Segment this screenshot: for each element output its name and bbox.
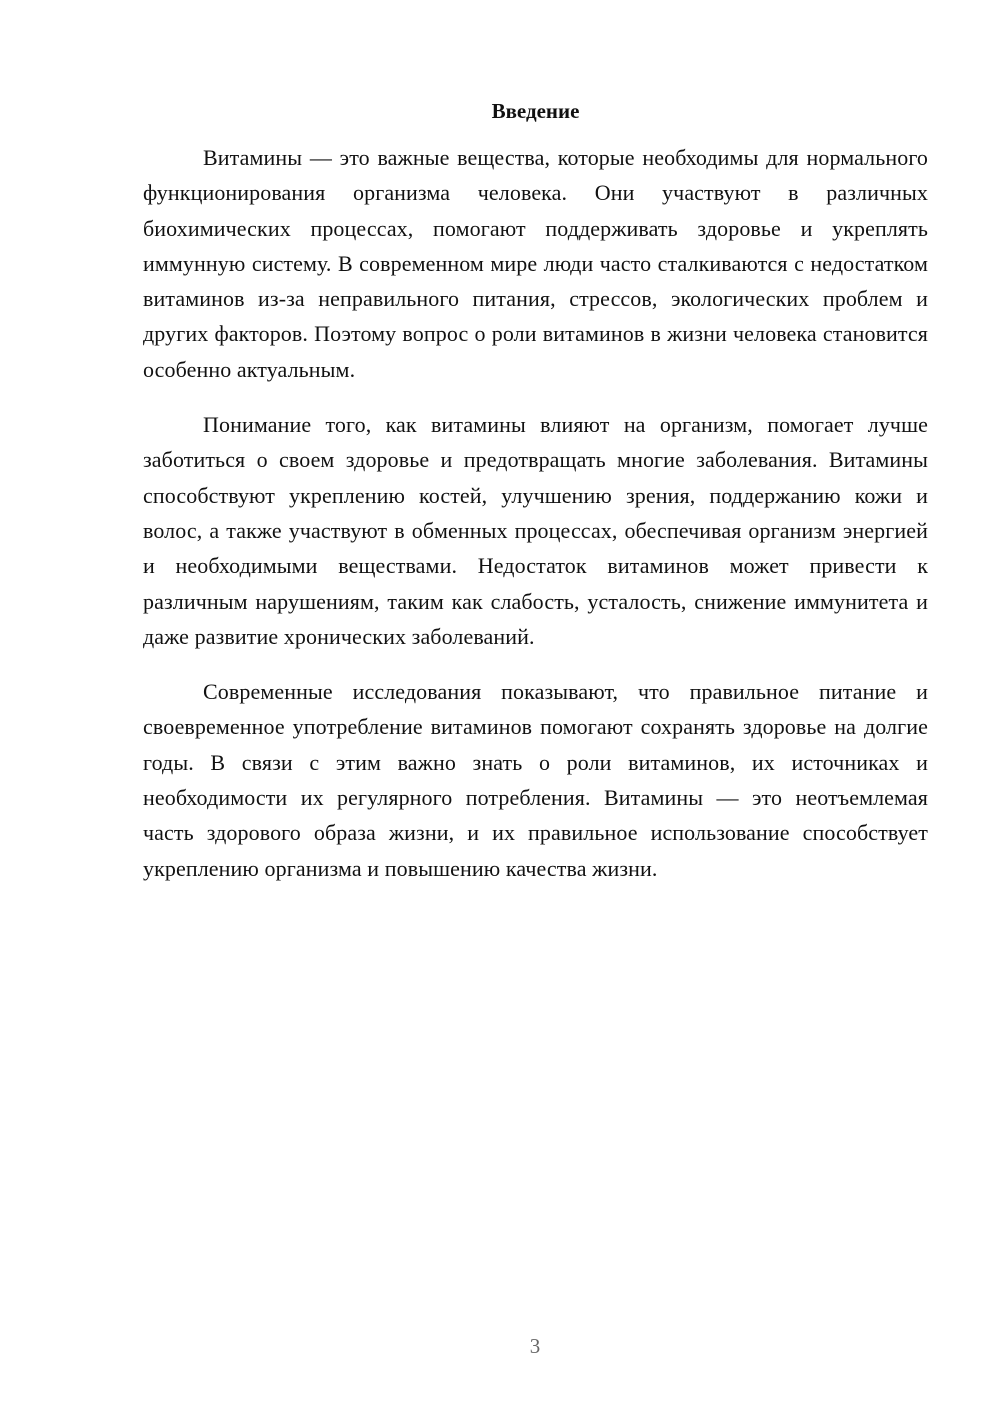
section-title: Введение bbox=[491, 99, 580, 123]
paragraph-3: Современные исследования показывают, что правильное питание и своевременное употребление витаминов помогают сохранять здоровье на долгие годы. В связи с этим важно знать о роли витаминов, их источниках и необходимости их регулярного потребления. Витамины — это неотъемлемая часть здорового образа жизни, и их правильное использование способствует укреплению организма и повышению качества жизни. bbox=[143, 679, 928, 881]
paragraph-1: Витамины — это важные вещества, которые необходимы для нормального функционирования организма человека. Они участвуют в различных биохимических процессах, помогают поддерживать здоровье и укреплять иммунную систему. В современном мире люди часто сталкиваются с недостатком витаминов из-за неправильного питания, стрессов, экологических проблем и других факторов. Поэтому вопрос о роли витаминов в жизни человека становится особенно актуальным. bbox=[143, 145, 928, 382]
page-number: 3 bbox=[529, 1334, 541, 1358]
paragraph-2: Понимание того, как витамины влияют на организм, помогает лучше заботиться о своем здоровье и предотвращать многие заболевания. Витамины способствуют укреплению костей, улучшению зрения, поддержанию кожи и волос, а также участвуют в обменных процессах, обеспечивая организм энергией и необходимыми веществами. Недостаток витаминов может привести к различным нарушениям, таким как слабость, усталость, снижение иммунитета и даже развитие хронических заболеваний. bbox=[143, 412, 928, 649]
page-content bbox=[143, 96, 928, 906]
